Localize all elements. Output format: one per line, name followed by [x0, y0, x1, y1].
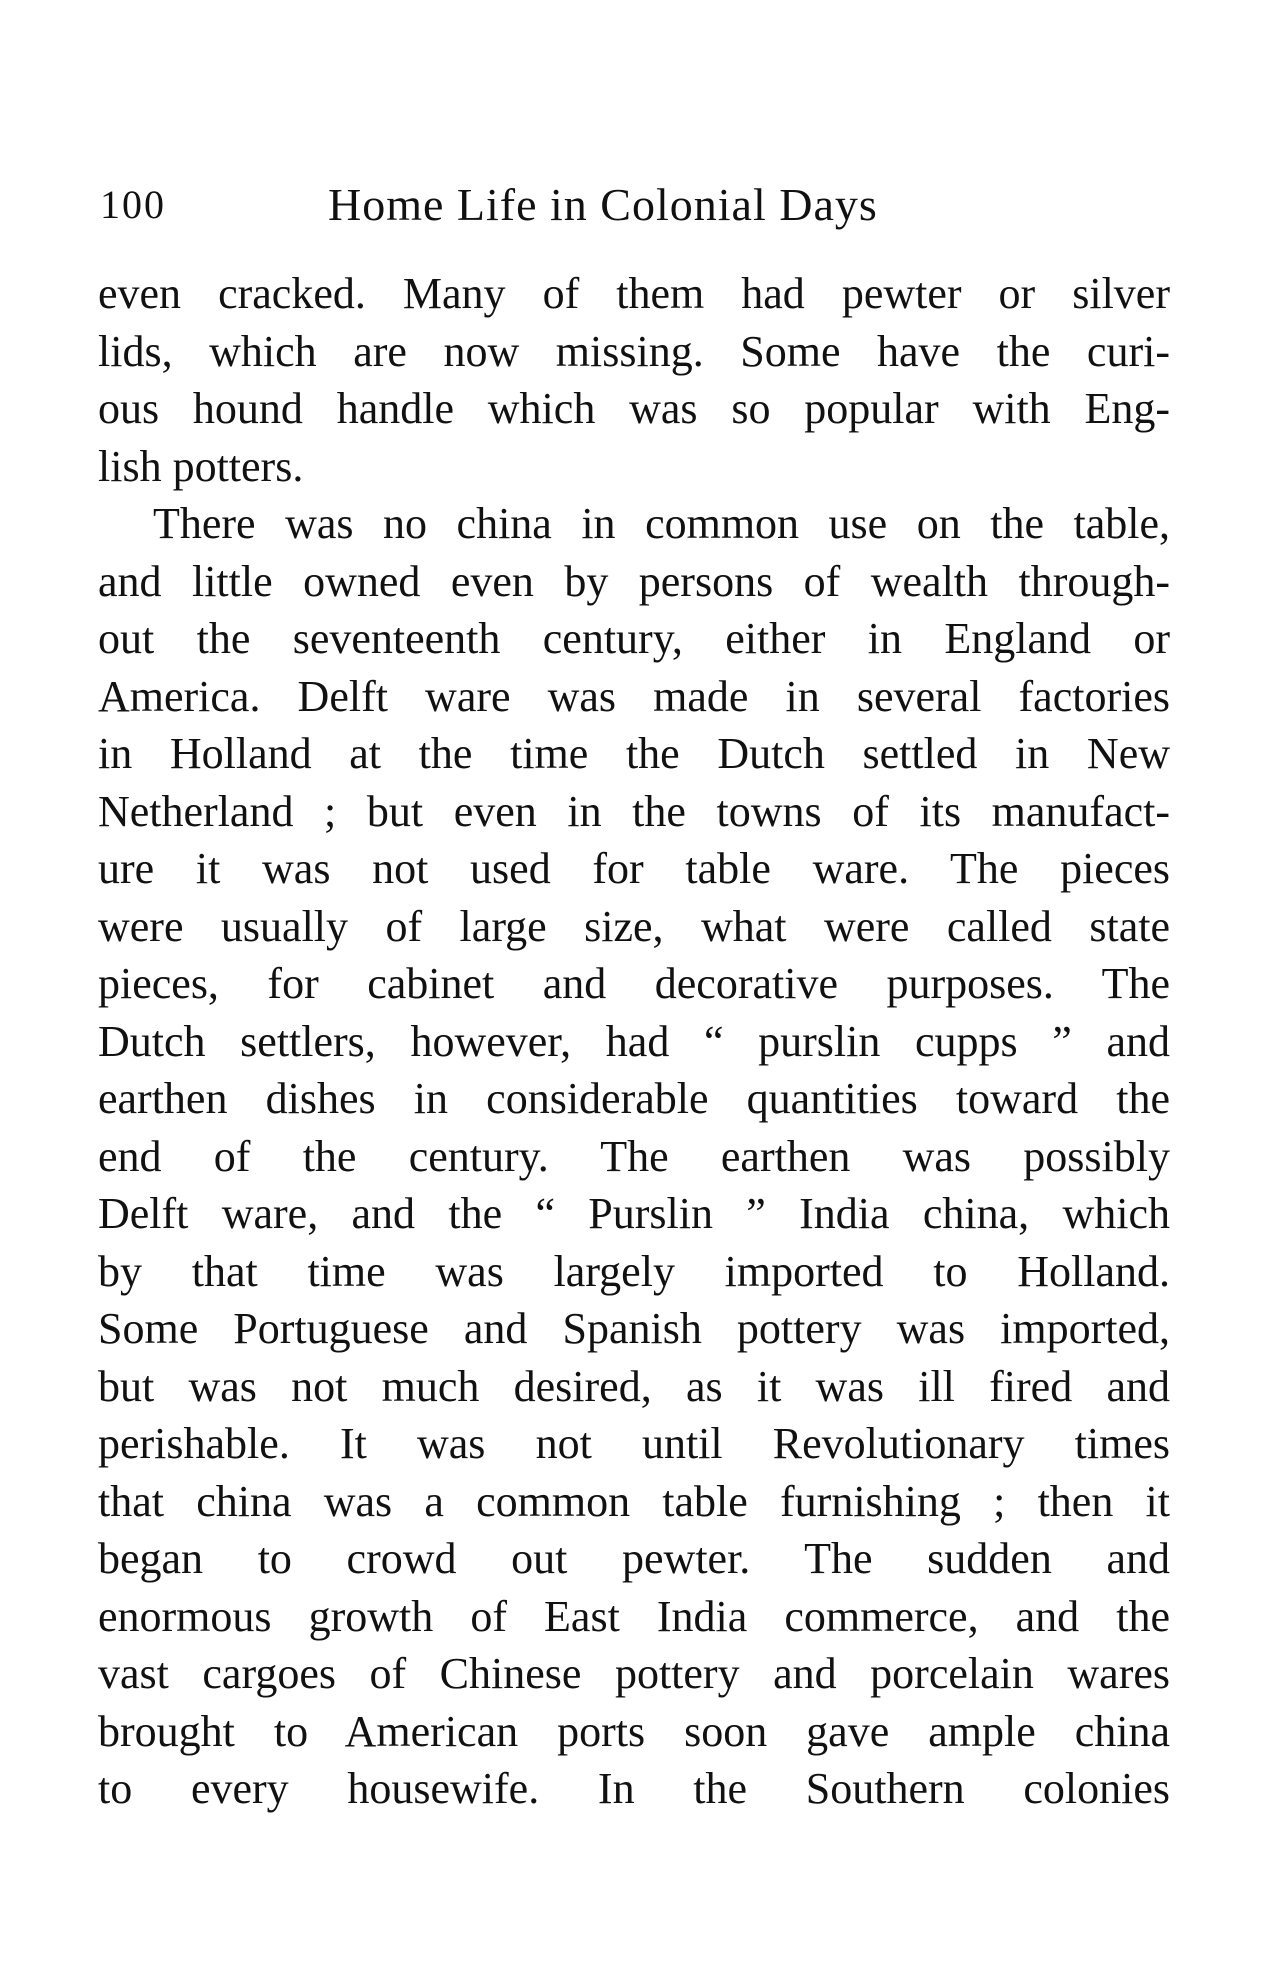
- text-line: vast cargoes of Chinese pottery and porcelain wares: [98, 1649, 1170, 1698]
- text-line: in Holland at the time the Dutch settled in New: [98, 729, 1170, 778]
- text-line: began to crowd out pewter. The sudden and: [98, 1534, 1170, 1583]
- body-text: [98, 265, 1170, 1818]
- text-line: ure it was not used for table ware. The pieces: [98, 844, 1170, 893]
- text-line: even cracked. Many of them had pewter or silver: [98, 269, 1170, 318]
- paragraph-start-line: There was no china in common use on the table,: [153, 499, 1170, 548]
- text-line: that china was a common table furnishing ; then it: [98, 1476, 1170, 1526]
- page-header: [100, 170, 1160, 240]
- text-line: and little owned even by persons of wealth through-: [98, 556, 1170, 606]
- text-line: were usually of large size, what were called state: [98, 901, 1170, 951]
- text-line: ous hound handle which was so popular with Eng-: [98, 384, 1170, 433]
- text-line: out the seventeenth century, either in England or: [98, 614, 1170, 663]
- text-line: Delft ware, and the “ Purslin ” India china, which: [98, 1189, 1170, 1238]
- text-line: enormous growth of East India commerce, and the: [98, 1591, 1170, 1641]
- text-line: perishable. It was not until Revolutionary times: [98, 1419, 1170, 1468]
- text-line: earthen dishes in considerable quantities toward the: [98, 1074, 1170, 1123]
- text-line: Dutch settlers, however, had “ purslin cupps ” and: [98, 1016, 1170, 1066]
- text-line: America. Delft ware was made in several factories: [98, 671, 1170, 721]
- text-line: brought to American ports soon gave ample china: [98, 1706, 1170, 1756]
- text-line: lids, which are now missing. Some have the curi-: [98, 326, 1170, 376]
- text-line: lish potters.: [98, 441, 304, 491]
- text-line: Some Portuguese and Spanish pottery was imported,: [98, 1304, 1170, 1353]
- text-line: but was not much desired, as it was ill fired and: [98, 1361, 1170, 1411]
- text-line: pieces, for cabinet and decorative purposes. The: [98, 959, 1170, 1008]
- page-number: 100: [100, 182, 166, 227]
- text-line: Netherland ; but even in the towns of its manufact-: [98, 786, 1170, 836]
- text-line: end of the century. The earthen was possibly: [98, 1131, 1170, 1181]
- text-line: by that time was largely imported to Holland.: [98, 1246, 1170, 1296]
- running-title: Home Life in Colonial Days: [328, 179, 878, 230]
- text-line: to every housewife. In the Southern colonies: [98, 1764, 1170, 1813]
